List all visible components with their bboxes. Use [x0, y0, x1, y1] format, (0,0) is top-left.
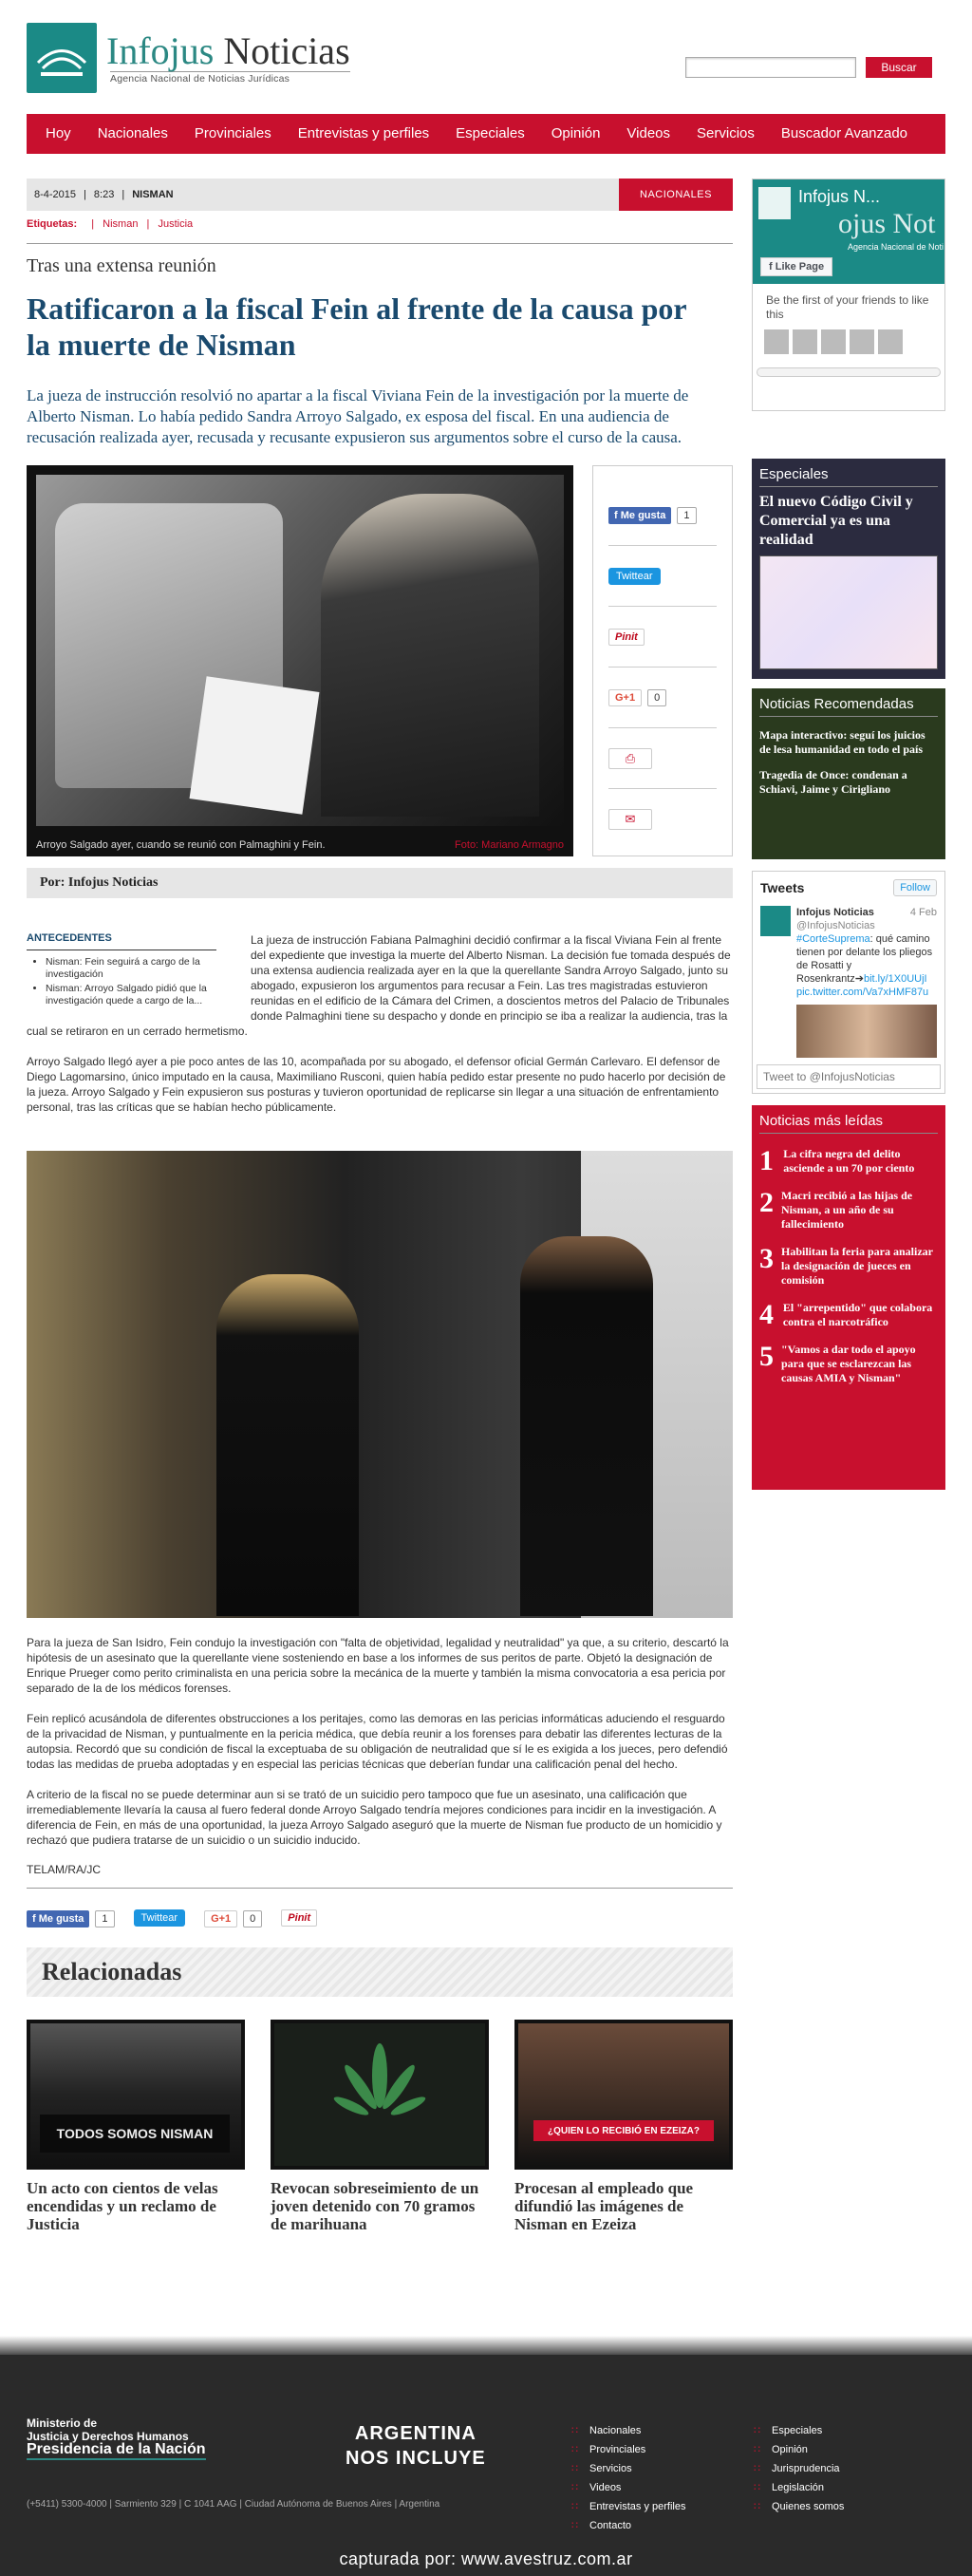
argentina-nos-incluye-logo: ARGENTINA NOS INCLUYE	[346, 2423, 486, 2469]
facebook-page-widget	[752, 179, 945, 411]
tweet-author[interactable]: Infojus Noticias	[796, 907, 874, 918]
antecedentes-box	[27, 932, 216, 1009]
fb-page-cover-sub: Agencia Nacional de Noti	[848, 242, 944, 252]
photo-credit: Foto: Mariano Armagno	[455, 839, 564, 851]
rank-number: 1	[759, 1145, 774, 1176]
tags-label: Etiquetas:	[27, 218, 78, 230]
article-kicker: Tras una extensa reunión	[27, 255, 216, 276]
facebook-like-page-button[interactable]: f Like Page	[760, 257, 832, 276]
google-plus-button[interactable]: G+1	[608, 689, 642, 706]
facebook-like-count: 1	[677, 507, 696, 524]
footer-link[interactable]: ∷ Jurisprudencia	[754, 2459, 844, 2478]
tweets-title: Tweets	[760, 880, 805, 895]
category-badge[interactable]: NACIONALES	[619, 179, 733, 211]
related-card[interactable]	[514, 2020, 733, 2233]
twitter-share-button[interactable]: Twittear	[134, 1909, 186, 1927]
nav-item-servicios[interactable]: Servicios	[697, 125, 755, 141]
tweet-link[interactable]: bit.ly/1X0UUjI	[863, 973, 927, 985]
related-title[interactable]: Procesan al empleado que difundió las imágenes de Nisman en Ezeiza	[514, 2179, 694, 2233]
related-list	[27, 2020, 733, 2233]
nav-item-opinion[interactable]: Opinión	[551, 125, 601, 141]
article-body	[27, 932, 733, 2233]
related-image[interactable]: TODOS SOMOS NISMAN	[27, 2020, 245, 2170]
recomendada-link[interactable]: Mapa interactivo: seguí los juicios de lesa humanidad en todo el país	[759, 728, 925, 756]
especiales-box	[752, 459, 945, 679]
google-plus-button[interactable]: G+1	[204, 1910, 237, 1927]
tweet-handle[interactable]: @InfojusNoticias	[796, 920, 875, 931]
main-photo-image	[36, 475, 564, 826]
twitter-widget	[752, 871, 945, 1094]
tags-row: Etiquetas: | Nisman | Justicia	[27, 218, 733, 244]
google-plus-count: 0	[647, 689, 666, 706]
bottom-share-bar	[27, 1888, 733, 1927]
facebook-icon: f	[769, 261, 776, 273]
related-title[interactable]: Revocan sobreseimiento de un joven detenido con 70 gramos de marihuana	[271, 2179, 479, 2233]
mail-icon[interactable]: ✉	[608, 809, 652, 830]
facebook-icon: f	[32, 1913, 39, 1925]
ministerio-logo[interactable]: Ministerio de Justicia y Derechos Humanos Presidencia de la Nación	[27, 2416, 206, 2460]
related-title[interactable]: Un acto con cientos de velas encendidas y un reclamo de Justicia	[27, 2179, 218, 2233]
search-input[interactable]	[685, 57, 856, 78]
article-byline: Por: Infojus Noticias	[27, 868, 733, 898]
footer-address: (+5411) 5300-4000 | Sarmiento 329 | C 1041 AAG | Ciudad Autónoma de Buenos Aires | Argentina	[27, 2499, 440, 2510]
article-paragraph: Fein replicó acusándola de diferentes obstrucciones a los peritajes, como las demoras en las pericias informáticas aduciendo el resguardo de la privacidad de Nisman, y puntualmente en la pericia médica, que debía reunir a los forenses para debatir las diferentes lecturas de la autopsia. Recordó que su condición de fiscal la exceptuaba de su obligación de neutralidad que sí le es exigida a los jueces, pero defendió todas las medidas de prueba adoptadas y en especial las pericias técnicas que deberían fundar una calificación penal del hecho.	[27, 1712, 728, 1771]
logo-icon	[27, 23, 97, 93]
mas-leida-item[interactable]	[759, 1189, 938, 1232]
mas-leida-item[interactable]	[759, 1343, 938, 1385]
footer-link[interactable]: ∷ Especiales	[754, 2421, 844, 2440]
secondary-photo[interactable]	[27, 1151, 733, 1618]
fb-page-name[interactable]: Infojus N...	[798, 187, 881, 206]
nav-item-buscador[interactable]: Buscador Avanzado	[780, 125, 908, 141]
site-footer	[0, 2355, 972, 2576]
article-signature: TELAM/RA/JC	[27, 1863, 102, 1876]
fb-friends-text: Be the first of your friends to like this	[766, 293, 929, 321]
page-avatar	[758, 187, 791, 219]
antecedente-link[interactable]: • Nisman: Arroyo Salgado pidió que la investigación quede a cargo de la...	[46, 983, 216, 1007]
article-column	[27, 179, 733, 2233]
related-card[interactable]	[271, 2020, 489, 2233]
tag-link-nisman[interactable]: Nisman	[103, 218, 139, 230]
footer-link[interactable]: ∷ Contacto	[571, 2516, 685, 2535]
nav-item-hoy[interactable]: Hoy	[46, 125, 71, 141]
site-logo[interactable]	[27, 23, 350, 93]
horizontal-scrollbar[interactable]	[757, 367, 941, 377]
search-button[interactable]: Buscar	[866, 57, 932, 78]
main-photo[interactable]	[27, 465, 573, 856]
mas-leida-item[interactable]	[759, 1245, 938, 1288]
mas-leida-link[interactable]: El "arrepentido" que colabora contra el narcotráfico	[782, 1301, 933, 1328]
related-image[interactable]	[271, 2020, 489, 2170]
article-tag[interactable]: NISMAN	[132, 189, 174, 200]
recomendadas-box	[752, 688, 945, 859]
twitter-follow-button[interactable]: Follow	[893, 879, 937, 896]
mas-leidas-title: Noticias más leídas	[759, 1113, 938, 1134]
capture-watermark: capturada por: www.avestruz.com.ar	[339, 2549, 633, 2568]
mas-leida-link[interactable]: Macri recibió a las hijas de Nisman, a un año de su fallecimiento	[781, 1189, 913, 1231]
facebook-like-button[interactable]: f Me gusta	[27, 1910, 89, 1927]
mas-leida-item[interactable]	[759, 1301, 938, 1329]
nav-item-provinciales[interactable]: Provinciales	[194, 125, 271, 141]
recomendada-link[interactable]: Tragedia de Once: condenan a Schiavi, Jaime y Cirigliano	[759, 768, 907, 796]
article-paragraph: A criterio de la fiscal no se puede determinar aun si se trató de un suicidio pero tampoco que fue un asesinato, una calificación que irremediablemente llevaría la causa al fuero federal donde Arroyo Salgado tendría mejores condiciones para incidir en la investigación. A diferencia de Fein, en más de una oportunidad, la jueza Arroyo Salgado aseguró que la muerte de Nisman fue producto de un homicidio y rechazó que pudiera tratarse de un suicidio o un suicidio inducido.	[27, 1788, 722, 1847]
site-header	[0, 0, 972, 104]
tag-link-justicia[interactable]: Justicia	[158, 218, 194, 230]
main-nav	[27, 114, 945, 154]
fb-page-cover-text: ojus Not	[838, 208, 936, 239]
tweet-to-input[interactable]: Tweet to @InfojusNoticias	[757, 1064, 941, 1089]
mas-leida-item[interactable]	[759, 1147, 938, 1175]
recomendadas-title: Noticias Recomendadas	[759, 696, 938, 717]
especiales-link[interactable]: El nuevo Código Civil y Comercial ya es una realidad	[759, 494, 913, 548]
pinterest-button[interactable]: Pinit	[281, 1909, 317, 1927]
footer-link[interactable]: ∷ Videos	[571, 2478, 685, 2497]
related-card[interactable]	[27, 2020, 245, 2233]
tweet	[760, 906, 937, 1058]
article-paragraph: Para la jueza de San Isidro, Fein condujo la investigación con "falta de objetividad, legalidad y neutralidad" ya que, a su criterio, descartó la hipótesis de un asesinato que la querellante viene sosteniendo en base a los informes de sus peritos de parte. Objetó la designación de Enrique Prueger como perito criminalista en una pericia sobre la mecánica de la muerte y también la misma convocatoria a esa pericia por separado de la de los médicos forenses.	[27, 1636, 729, 1695]
photo-caption: Arroyo Salgado ayer, cuando se reunió con Palmaghini y Fein.	[36, 839, 326, 851]
mas-leida-link[interactable]: Habilitan la feria para analizar la designación de jueces en comisión	[781, 1245, 933, 1287]
footer-link[interactable]: ∷ Provinciales	[571, 2440, 685, 2459]
footer-link[interactable]: ∷ Quienes somos	[754, 2497, 844, 2516]
article-paragraph: La jueza de instrucción Fabiana Palmaghini decidió confirmar a la fiscal Viviana Fein al frente del expediente que investiga la muerte del Alberto Nisman. La decisión fue tomada después de una extensa audiencia realizada ayer en la que la querellante Sandra Arroyo Salgado, junto su abogado, expusieron los argumentos para recusar a Fein. Las tres magistradas estuvieron reunidas en el edificio de la Cámara del Crimen, a doscientos metros del Palacio de Tribunales donde Palmaghini tiene su despacho y donde en principio se iba a realizar la audiencia, tras la cual se retiraron en un cerrado hermetismo.	[27, 933, 731, 1038]
mas-leida-link[interactable]: "Vamos a dar todo el apoyo para que se esclarezcan las causas AMIA y Nisman"	[781, 1343, 916, 1384]
google-plus-count: 0	[243, 1910, 262, 1927]
facebook-icon: f	[614, 509, 621, 521]
article-date: 8-4-2015	[34, 189, 77, 200]
mas-leidas-box	[752, 1105, 945, 1490]
pinterest-button[interactable]: Pinit	[608, 629, 645, 646]
tweet-date[interactable]: 4 Feb	[909, 907, 937, 918]
facebook-like-count: 1	[95, 1910, 114, 1927]
tweet-image[interactable]	[796, 1005, 937, 1058]
footer-link[interactable]: ∷ Legislación	[754, 2478, 844, 2497]
nav-item-videos[interactable]: Videos	[626, 125, 671, 141]
avatar[interactable]	[760, 906, 791, 936]
nav-item-nacionales[interactable]: Nacionales	[97, 125, 168, 141]
tweet-pic-link[interactable]: pic.twitter.com/Va7xHMF87u	[796, 987, 929, 998]
nav-item-especiales[interactable]: Especiales	[456, 125, 525, 141]
footer-link[interactable]: ∷ Nacionales	[571, 2421, 685, 2440]
related-heading: Relacionadas	[27, 1947, 733, 1997]
especiales-title: Especiales	[759, 466, 938, 487]
search-form	[685, 57, 932, 78]
article-meta: 8-4-2015 | 8:23 | NISMAN NACIONALES	[27, 179, 733, 211]
cannabis-leaf-icon	[323, 2038, 437, 2152]
tweet-hashtag[interactable]: #CorteSuprema	[796, 933, 870, 945]
footer-links-col2	[754, 2421, 844, 2516]
article-lead: La jueza de instrucción resolvió no apartar a la fiscal Viviana Fein de la investigación por la muerte de Alberto Nisman. Lo había pedido Sandra Arroyo Salgado, ex esposa del fiscal. En una audiencia de recusación realizada ayer, recusada y recusante expusieron sus argumentos sobre el curso de la causa.	[27, 386, 689, 446]
rank-number: 5	[759, 1341, 774, 1372]
nav-item-entrevistas[interactable]: Entrevistas y perfiles	[297, 125, 430, 141]
twitter-share-button[interactable]: Twittear	[608, 568, 661, 585]
article-headline: Ratificaron a la fiscal Fein al frente de la causa por la muerte de Nisman	[27, 291, 687, 362]
footer-link[interactable]: ∷ Opinión	[754, 2440, 844, 2459]
sidebar	[752, 179, 945, 1490]
logo-name-suffix: Noticias	[223, 29, 350, 72]
footer-link[interactable]: ∷ Servicios	[571, 2459, 685, 2478]
tweet-text: : qué camino tienen por delante los pliegos de Rosatti y Rosenkrantz➔	[796, 933, 933, 985]
related-image[interactable]: ¿QUIEN LO RECIBIÓ EN EZEIZA?	[514, 2020, 733, 2170]
rank-number: 4	[759, 1299, 774, 1330]
especiales-image[interactable]	[759, 555, 938, 669]
logo-name-prefix: Infojus	[106, 29, 215, 72]
mas-leida-link[interactable]: La cifra negra del delito asciende a un 70 por ciento	[783, 1147, 915, 1175]
article-time: 8:23	[93, 189, 115, 200]
facebook-like-button[interactable]: f Me gusta	[608, 507, 671, 524]
rank-number: 2	[759, 1187, 774, 1218]
rank-number: 3	[759, 1243, 774, 1274]
logo-subtitle: Agencia Nacional de Noticias Jurídicas	[110, 71, 350, 85]
presidencia-label: Presidencia de la Nación	[27, 2443, 206, 2460]
antecedentes-title: ANTECEDENTES	[27, 932, 216, 950]
footer-link[interactable]: ∷ Entrevistas y perfiles	[571, 2497, 685, 2516]
fb-friend-avatars	[753, 322, 944, 362]
footer-links-col1	[571, 2421, 685, 2535]
print-icon[interactable]: ⎙	[608, 748, 652, 769]
antecedente-link[interactable]: • Nisman: Fein seguirá a cargo de la investigación	[46, 956, 216, 981]
share-panel	[592, 465, 733, 856]
article-paragraph: Arroyo Salgado llegó ayer a pie poco antes de las 10, acompañada por su abogado, el defensor oficial Germán Carlevaro. El defensor de Diego Lagomarsino, único imputado en la causa, Maximiliano Rusconi, quien había pedido estar presente no pudo hacerlo por decisión de la jueza. Arroyo Salgado y Fein expusieron sus posturas y tuvieron oportunidad de replicarse sin llegar a una situación de enfrentamiento personal, tras las críticas que se habían hecho públicamente.	[27, 1055, 726, 1114]
